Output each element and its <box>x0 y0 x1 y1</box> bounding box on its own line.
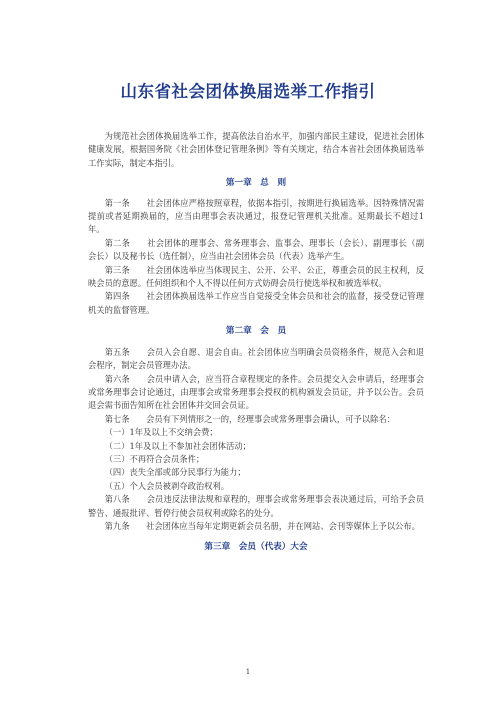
article-9: 第九条 社会团体应当每年定期更新会员名册，并在网站、会刊等媒体上予以公布。 <box>104 520 420 531</box>
article-7: 第七条 会员有下列情形之一的，经理事会或常务理事会确认，可予以除名： <box>104 413 395 424</box>
list-item: （五）个人会员被剥夺政治权利。 <box>104 480 230 491</box>
article-5: 第五条 会员入会自愿、退会自由。社会团体应当明确会员资格条件，规范入会和退会程序，制定会员管理办法。 <box>88 346 424 371</box>
article-2: 第二条 社会团体的理事会、常务理事会、监事会、理事长（会长）、副理事长（副会长）以及秘书长（选任制），应当由社会团体会员（代表）选举产生。 <box>88 237 424 262</box>
document-title: 山东省社会团体换届选举工作指引 <box>120 82 376 101</box>
list-item: （三）不再符合会员条件； <box>104 453 205 464</box>
page-number: 1 <box>245 668 251 676</box>
article-3: 第三条 社会团体选举应当体现民主、公开、公平、公正，尊重会员的民主权利，反映会员的意愿。任何组织和个人不得以任何方式妨碍会员行使选举权和被选举权。 <box>88 264 424 289</box>
article-8: 第八条 会员违反法律法规和章程的，理事会或常务理事会表决通过后，可给予会员警告、通报批评、暂停行使会员权利或除名的处分。 <box>88 494 424 518</box>
chapter-3-heading: 第三章 会员（代表）大会 <box>204 542 308 553</box>
list-item: （一）1年及以上不交纳会费； <box>104 427 218 438</box>
list-item: （四）丧失全部或部分民事行为能力； <box>104 467 246 478</box>
intro-paragraph: 为规范社会团体换届选举工作，提高依法自治水平，加强内部民主建设，促进社会团体健康发展，根据国务院《社会团体登记管理条例》等有关规定，结合本省社会团体换届选举工作实际，制定本指引。 <box>88 131 424 168</box>
chapter-1-heading: 第一章 总 则 <box>225 178 287 189</box>
chapter-2-heading: 第二章 会 员 <box>225 326 287 337</box>
article-4: 第四条 社会团体换届选举工作应当自觉接受全体会员和社会的监督，接受登记管理机关的监督管理。 <box>88 291 424 315</box>
article-1: 第一条 社会团体应严格按照章程，依据本指引，按期进行换届选举。因特殊情况需提前或者延期换届的，应当由理事会表决通过，报登记管理机关批准。延期最长不超过1年。 <box>88 197 424 235</box>
list-item: （二）1年及以上不参加社会团体活动； <box>104 440 251 451</box>
document-body <box>88 130 424 555</box>
article-6: 第六条 会员申请入会，应当符合章程规定的条件。会员提交入会申请后，经理事会或常务理事会讨论通过，由理事会或常务理事会授权的机构颁发会员证，并予以公告。会员退会需书面告知所在社会团体并交回会员证。 <box>88 373 424 411</box>
